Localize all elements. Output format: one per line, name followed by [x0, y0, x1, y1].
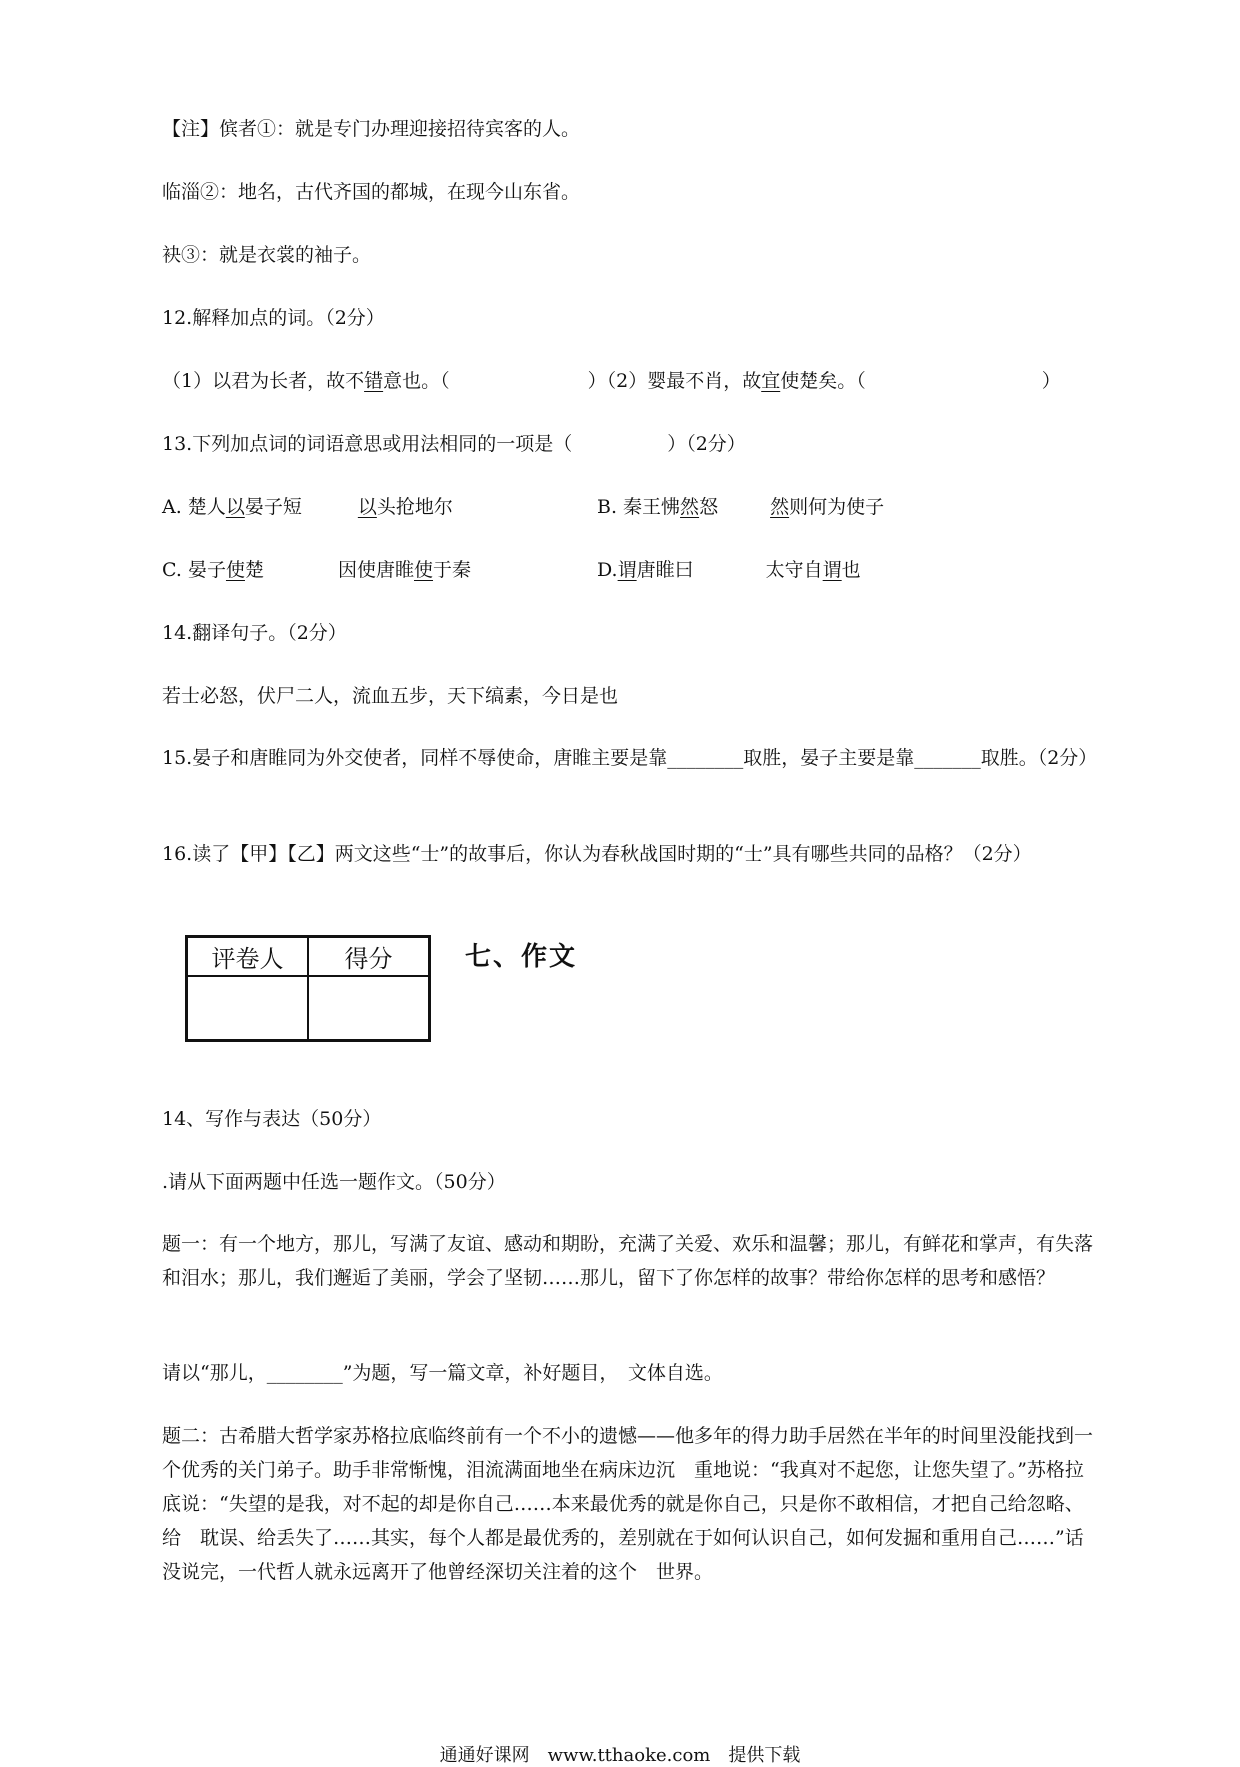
grader-table: [185, 935, 431, 1042]
section-title: 七、作文: [465, 942, 578, 972]
q15-text: 15.晏子和唐睢同为外交使者，同样不辱使命，唐睢主要是靠________取胜，晏子主要是靠_______取胜。（2分）: [162, 747, 1098, 769]
note-3: 袂③：就是衣裳的袖子。: [162, 244, 372, 266]
q13-option-c: C. 晏子使楚 因使唐睢使于秦: [162, 559, 472, 581]
grader-cell[interactable]: [187, 976, 309, 1041]
q13-option-d: D.谓唐睢曰 太守自谓也: [597, 559, 861, 581]
q14-title: 14.翻译句子。（2分）: [162, 622, 347, 644]
q12-items: （1）以君为长者，故不错意也。（ ）（2）婴最不肖，故宜使楚矣。（ ）: [162, 370, 1061, 392]
q12-title: 12.解释加点的词。（2分）: [162, 307, 385, 329]
score-cell[interactable]: [308, 976, 430, 1041]
dotted-word: 错: [364, 370, 384, 392]
note-2: 临淄②：地名，古代齐国的都城，在现今山东省。: [162, 181, 581, 203]
writing-heading: 14、写作与表达（50分）: [162, 1108, 382, 1130]
q14-sentence: 若士必怒，伏尸二人，流血五步，天下缟素，今日是也: [162, 685, 619, 707]
q13-option-b: B. 秦王怫然怒 然则何为使子: [597, 496, 885, 518]
writing-instruction: .请从下面两题中任选一题作文。（50分）: [162, 1171, 506, 1193]
score-header: 得分: [308, 937, 430, 977]
writing-topic-2: 题二：古希腊大哲学家苏格拉底临终前有一个不小的遗憾——他多年的得力助手居然在半年的时间里没能找到一个优秀的关门弟子。助手非常惭愧，泪流满面地坐在病床边沉 重地说：“我真对不起您，让您失望了。”苏格拉底说：“失望的是我，对不起的却是你自己……本来最优秀的就是你自己，只是你不敢相信，才把自己给忽略、给 耽误、给丢失了……其实，每个人都是最优秀的，差别就在于如何认识自己，如何发掘和重用自己……”话没说完，一代哲人就永远离开了他曾经深切关注着的这个 世界。: [162, 1425, 1094, 1583]
page-footer: 通通好课网 www.tthaoke.com 提供下载: [439, 1745, 801, 1766]
dotted-word: 宜: [761, 370, 781, 392]
q16-text: 16.读了【甲】【乙】两文这些“士”的故事后，你认为春秋战国时期的“士”具有哪些共同的品格？（2分）: [162, 843, 1032, 865]
note-1: 【注】傧者①：就是专门办理迎接招待宾客的人。: [162, 118, 581, 140]
grader-header: 评卷人: [187, 937, 309, 977]
q13-title: 13.下列加点词的词语意思或用法相同的一项是（ ）（2分）: [162, 433, 746, 455]
writing-topic-1: 题一：有一个地方，那儿，写满了友谊、感动和期盼，充满了关爱、欢乐和温馨；那儿，有鲜花和掌声，有失落和泪水；那儿，我们邂逅了美丽，学会了坚韧……那儿，留下了你怎样的故事？带给你怎样的思考和感悟？: [162, 1233, 1094, 1289]
q13-option-a: A. 楚人以晏子短 以头抢地尔: [162, 496, 453, 518]
writing-topic-1-requirement: 请以“那儿，________”为题，写一篇文章，补好题目， 文体自选。: [162, 1362, 723, 1384]
